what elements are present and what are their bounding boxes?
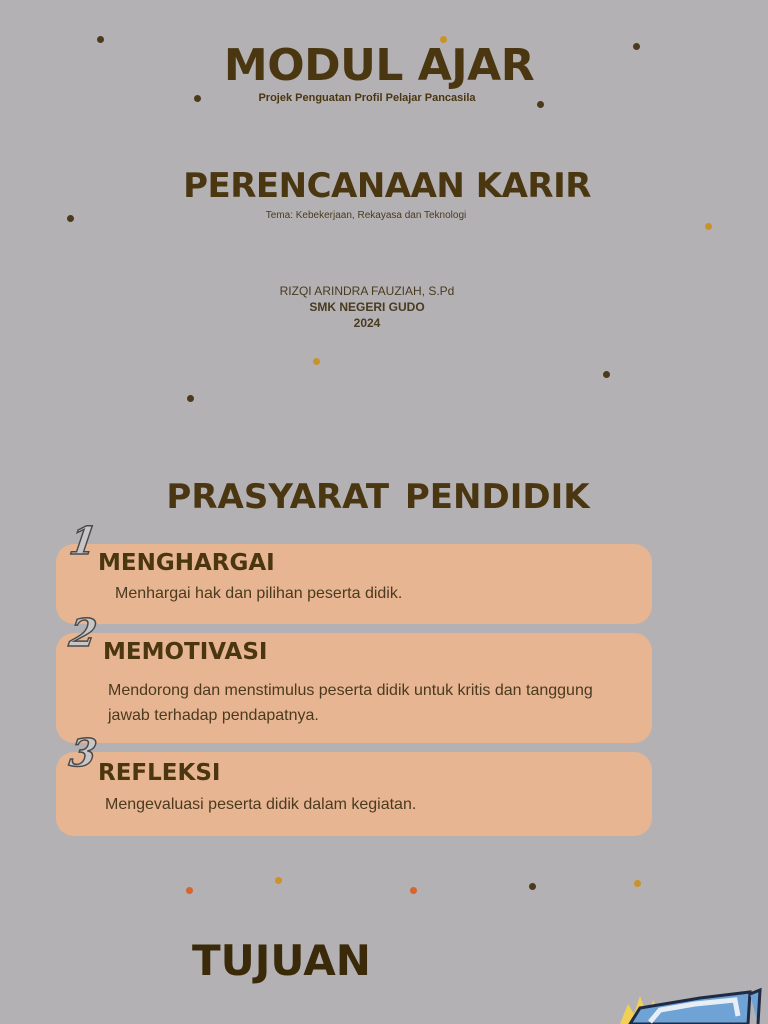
decorative-dot	[705, 223, 712, 230]
number-3-icon: 3	[66, 730, 100, 775]
page-title: MODUL AJAR	[223, 40, 535, 91]
prerequisite-title: REFLEKSI	[98, 760, 221, 786]
decorative-dot	[410, 887, 417, 894]
prerequisite-card	[56, 633, 652, 743]
year: 2024	[353, 316, 381, 330]
decorative-dot	[603, 371, 610, 378]
prerequisite-card	[56, 752, 652, 836]
decorative-dot	[313, 358, 320, 365]
number-1-icon: 1	[66, 518, 100, 563]
prerequisite-description: Mengevaluasi peserta didik dalam kegiatan.	[105, 796, 417, 813]
school-name: SMK NEGERI GUDO	[309, 300, 425, 314]
goals-heading: TUJUAN	[192, 936, 371, 985]
decorative-dot	[529, 883, 536, 890]
prerequisites-heading: PRASYARAT PENDIDIK	[166, 477, 590, 517]
topic-title: PERENCANAAN KARIR	[183, 166, 591, 206]
prerequisite-description: Mendorong dan menstimulus peserta didik untuk kritis dan tanggung jawab terhadap pendapatnya.	[108, 682, 593, 724]
decorative-dot	[187, 395, 194, 402]
prerequisite-title: MEMOTIVASI	[103, 639, 268, 665]
prerequisite-title: MENGHARGAI	[98, 550, 275, 576]
topic-theme: Tema: Kebekerjaan, Rekayasa dan Teknologi	[265, 210, 467, 221]
author-block	[0, 283, 734, 331]
great-sticker-icon	[600, 986, 768, 1024]
decorative-dot	[634, 880, 641, 887]
number-2-icon: 2	[66, 610, 100, 655]
decorative-dot	[275, 877, 282, 884]
page-subtitle: Projek Penguatan Profil Pelajar Pancasila	[258, 92, 476, 104]
prerequisite-card	[56, 544, 652, 624]
author-name: RIZQI ARINDRA FAUZIAH, S.Pd	[279, 284, 455, 298]
decorative-dot	[186, 887, 193, 894]
prerequisite-description: Menhargai hak dan pilihan peserta didik.	[115, 585, 403, 602]
